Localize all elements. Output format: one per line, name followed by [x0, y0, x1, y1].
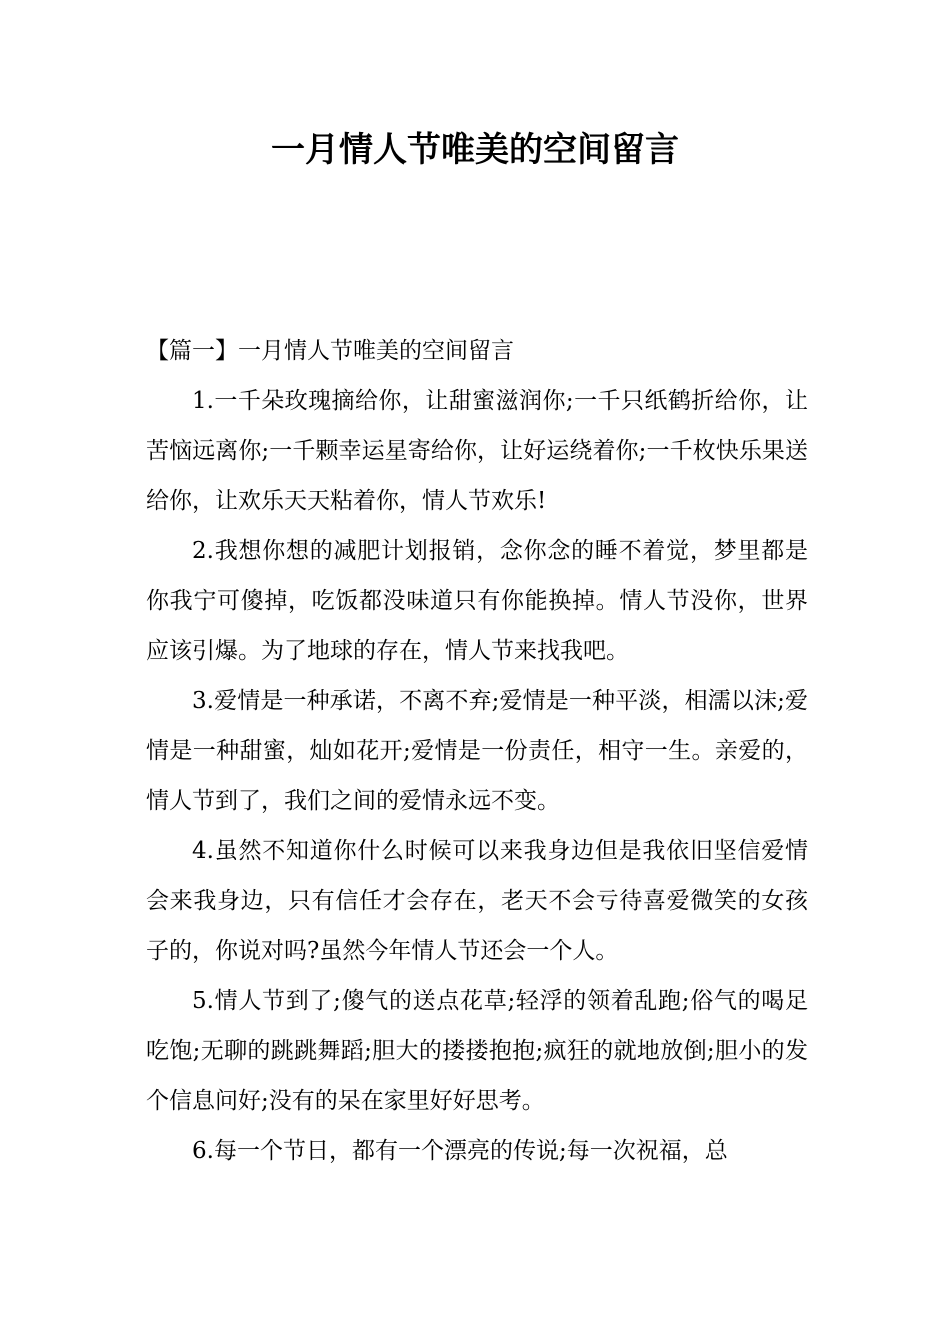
paragraph-3: 3.爱情是一种承诺，不离不弃;爱情是一种平淡，相濡以沫;爱情是一种甜蜜，灿如花开;爱情是一份责任，相守一生。亲爱的，情人节到了，我们之间的爱情永远不变。 — [146, 688, 808, 814]
paragraph-5: 5.情人节到了;傻气的送点花草;轻浮的领着乱跑;俗气的喝足吃饱;无聊的跳跳舞蹈;胆大的搂搂抱抱;疯狂的就地放倒;胆小的发个信息问好;没有的呆在家里好好思考。 — [146, 988, 808, 1114]
paragraph-1: 1.一千朵玫瑰摘给你，让甜蜜滋润你;一千只纸鹤折给你，让苦恼远离你;一千颗幸运星寄给你，让好运绕着你;一千枚快乐果送给你，让欢乐天天粘着你，情人节欢乐! — [146, 388, 808, 514]
paragraph-4: 4.虽然不知道你什么时候可以来我身边但是我依旧坚信爱情会来我身边，只有信任才会存在，老天不会亏待喜爱微笑的女孩子的，你说对吗?虽然今年情人节还会一个人。 — [146, 838, 808, 964]
section-heading: 【篇一】一月情人节唯美的空间留言 — [146, 338, 514, 364]
document-body — [146, 326, 808, 1176]
paragraph-2: 2.我想你想的减肥计划报销，念你念的睡不着觉，梦里都是你我宁可傻掉，吃饭都没味道只有你能换掉。情人节没你，世界应该引爆。为了地球的存在，情人节来找我吧。 — [146, 538, 808, 664]
paragraph-6: 6.每一个节日，都有一个漂亮的传说;每一次祝福，总 — [192, 1138, 728, 1164]
page-title: 一月情人节唯美的空间留言 — [271, 130, 679, 170]
